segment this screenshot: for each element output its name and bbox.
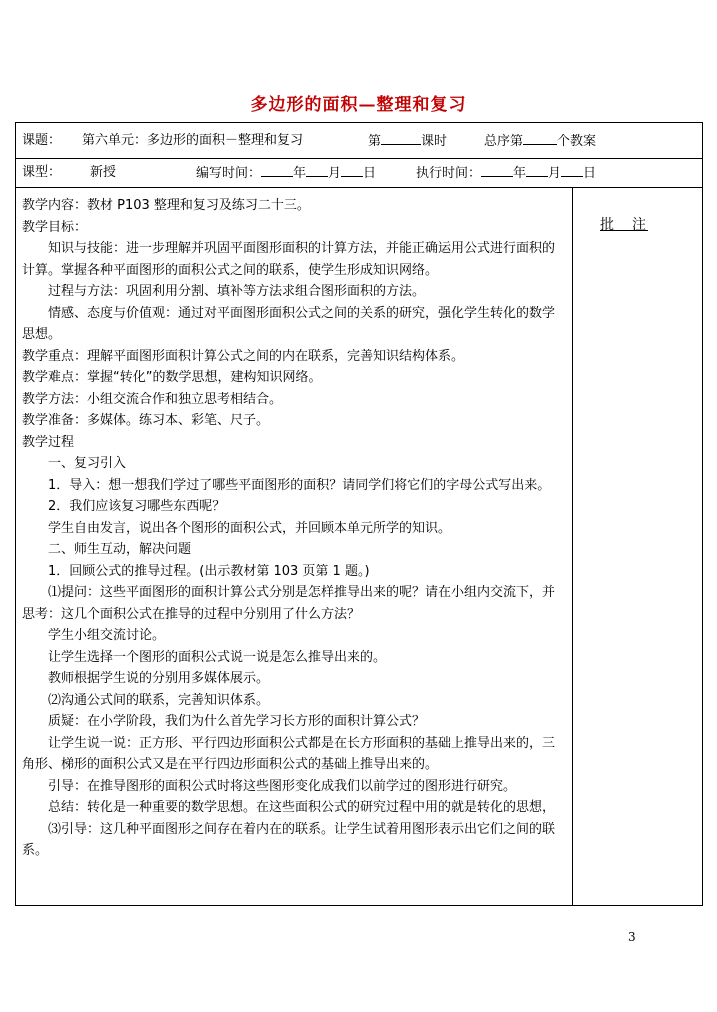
content-paragraph: 教学内容：教材 P103 整理和复习及练习二十三。 bbox=[22, 198, 310, 213]
content-paragraph: 2．我们应该复习哪些东西呢？ bbox=[48, 499, 226, 514]
header-row-lesson bbox=[15, 122, 703, 159]
content-paragraph: ⑴提问：这些平面图形的面积计算公式分别是怎样推导出来的呢？请在小组内交流下，并思考：这几个面积公式在推导的过程中分别用了什么方法？ bbox=[22, 585, 556, 622]
content-paragraph: 让学生说一说：正方形、平行四边形面积公式都是在长方形面积的基础上推导出来的，三角形、梯形的面积公式又是在平行四边形面积公式的基础上推导出来的。 bbox=[22, 735, 556, 772]
type-value: 新授 bbox=[90, 165, 117, 180]
content-paragraph: 一、复习引入 bbox=[48, 456, 127, 471]
annotation-label: 批 注 bbox=[600, 217, 648, 233]
type-label: 课型： bbox=[22, 165, 62, 180]
content-paragraph: 教学方法：小组交流合作和独立思考相结合。 bbox=[22, 391, 283, 407]
content-paragraph: ⑶引导：这几种平面图形之间存在着内在的联系。让学生试着用图形表示出它们之间的联系。 bbox=[22, 821, 556, 858]
content-paragraph: 二、师生互动，解决问题 bbox=[48, 542, 192, 557]
content-paragraph: 质疑：在小学阶段，我们为什么首先学习长方形的面积计算公式？ bbox=[48, 714, 426, 729]
content-paragraph: 1．导入：想一想我们学过了哪些平面图形的面积？请同学们将它们的字母公式写出来。 bbox=[48, 477, 551, 493]
write-time-field: 编写时间： 年 月 日 bbox=[196, 166, 377, 181]
lesson-body bbox=[15, 187, 703, 906]
content-paragraph: 总结：转化是一种重要的数学思想。在这些面积公式的研究过程中用的就是转化的思想， bbox=[48, 800, 556, 815]
content-paragraph: 1．回顾公式的推导过程。(出示教材第 103 页第 1 题。) bbox=[48, 563, 370, 579]
annotation-divider bbox=[572, 188, 573, 905]
content-paragraph: 教学难点：掌握“转化”的数学思想，建构知识网络。 bbox=[22, 370, 322, 385]
content-paragraph: 教学目标： bbox=[22, 219, 88, 235]
content-paragraph: ⑵沟通公式间的联系，完善知识体系。 bbox=[48, 692, 270, 708]
lesson-content bbox=[22, 195, 567, 862]
content-paragraph: 教学重点：理解平面图形面积计算公式之间的内在联系，完善知识结构体系。 bbox=[22, 348, 465, 364]
total-field: 总序第 个教案 bbox=[484, 134, 597, 149]
lesson-label: 课题： bbox=[22, 133, 62, 148]
content-paragraph: 知识与技能：进一步理解并巩固平面图形面积的计算方法，并能正确运用公式进行面积的计算。掌握各种平面图形的面积公式之间的联系，使学生形成知识网络。 bbox=[22, 241, 556, 278]
period-field: 第 课时 bbox=[368, 134, 448, 149]
content-paragraph: 过程与方法：巩固利用分割、填补等方法求组合图形面积的方法。 bbox=[48, 284, 426, 299]
header-row-type bbox=[15, 158, 703, 188]
content-paragraph: 让学生选择一个图形的面积公式说一说是怎么推导出来的。 bbox=[48, 649, 387, 665]
exec-time-field: 执行时间： 年 月 日 bbox=[416, 166, 597, 181]
document-title: 多边形的面积—整理和复习 bbox=[250, 95, 467, 115]
page-number: 3 bbox=[628, 930, 636, 944]
content-paragraph: 引导：在推导图形的面积公式时将这些图形变化成我们以前学过的图形进行研究。 bbox=[48, 778, 517, 794]
content-paragraph: 学生自由发言，说出各个图形的面积公式，并回顾本单元所学的知识。 bbox=[48, 520, 452, 536]
content-paragraph: 学生小组交流讨论。 bbox=[48, 628, 166, 643]
content-paragraph: 教学过程 bbox=[22, 434, 75, 450]
content-paragraph: 教学准备：多媒体。练习本、彩笔、尺子。 bbox=[22, 413, 270, 428]
content-paragraph: 教师根据学生说的分别用多媒体展示。 bbox=[48, 671, 270, 686]
lesson-unit: 第六单元：多边形的面积－整理和复习 bbox=[82, 133, 304, 148]
content-paragraph: 情感、态度与价值观：通过对平面图形面积公式之间的关系的研究，强化学生转化的数学思想。 bbox=[22, 305, 556, 342]
